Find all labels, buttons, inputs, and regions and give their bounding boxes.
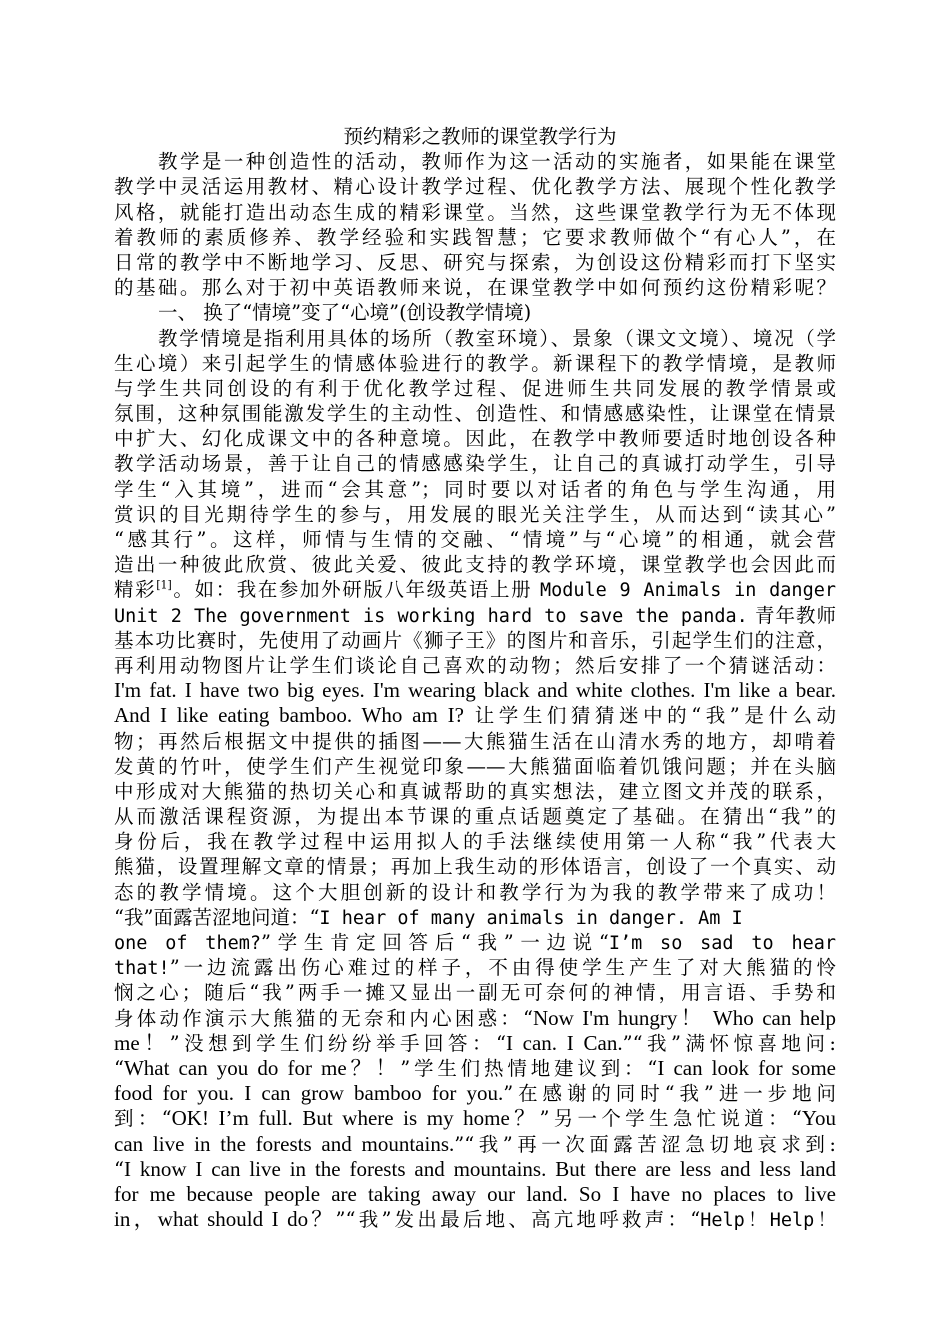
text-line — [114, 1106, 836, 1131]
text-line: 着教师的素质修养、教学经验和实践智慧；它要求教师做个“有心人”，在 — [114, 225, 836, 249]
text-line: 中形成对大熊猫的热切关心和真诚帮助的真实想法，建立图文并茂的联系， — [114, 779, 836, 803]
text-run: food for you. I can grow bamboo for you. — [114, 1081, 504, 1106]
text-line: 身份后，我在教学过程中运用拟人的手法继续使用第一人称“我”代表大 — [114, 830, 836, 854]
text-line — [114, 1006, 836, 1031]
text-run: I hear of many animals in danger. Am I — [319, 907, 743, 929]
text-line — [114, 955, 836, 980]
text-run: ”另一个学生急忙说道：“ — [539, 1107, 802, 1131]
text-line: 日常的教学中不断地学习、反思、研究与探索，为创设这份精彩而打下坚实 — [114, 250, 836, 274]
text-run: 身体动作演示大熊猫的无奈和内心困惑：“ — [114, 1006, 533, 1030]
text-line: 中扩大、幻化成课文中的各种意境。因此，在教学中教师要适时地创设各种 — [114, 427, 836, 451]
text-line: 悯之心；随后“我”两手一摊又显出一副无可奈何的神情，用言语、手势和 — [114, 981, 836, 1005]
text-line: 的基础。那么对于初中英语教师来说，在课堂教学中如何预约这份精彩呢？ — [114, 276, 836, 300]
text-run: ”学生肯定回答后“我”一边说“ — [261, 931, 609, 954]
text-run: that! — [114, 958, 170, 980]
text-line — [114, 905, 836, 930]
text-line: 学生“入其境”，进而“会其意”；同时要以对话者的角色与学生沟通，用 — [114, 477, 836, 501]
text-run: 青年教师 — [754, 603, 836, 627]
text-line: 生心境）来引起学生的情感体验进行的教学。新课程下的教学情境，是教师 — [114, 351, 836, 375]
text-line: 态的教学情境。这个大胆创新的设计和教学行为为我的教学带来了成功！ — [114, 880, 836, 904]
text-line: 教学中灵活运用教材、精心设计教学过程、优化教学方法、展现个性化教学 — [114, 175, 836, 199]
text-run: can live in the forests and mountains. — [114, 1131, 455, 1156]
text-line — [114, 1207, 836, 1232]
text-run: What can you do for me？！ — [123, 1055, 401, 1080]
document-title: 预约精彩之教师的课堂教学行为 — [343, 125, 617, 148]
text-line — [114, 1132, 836, 1157]
text-line: 熊猫，设置理解文章的情景；再加上我生动的形体语言，创设了一个真实、动 — [114, 855, 836, 879]
text-run: Now I'm hungry！ Who can help — [533, 1005, 836, 1030]
text-line: 发黄的竹叶，使学生们产生视觉印象——大熊猫面临着饥饿问题；并在头脑 — [114, 754, 836, 778]
text-line — [114, 703, 836, 728]
text-line — [114, 1056, 836, 1081]
text-run: 精彩 — [114, 578, 157, 602]
document-page — [114, 124, 836, 1232]
text-run: 。如：我在参加外研版八年级英语上册 — [171, 578, 533, 602]
text-line: 氛围，这种氛围能激发学生的主动性、创造性、和情感感染性，让课堂在情景 — [114, 402, 836, 426]
text-line — [114, 930, 836, 955]
text-line — [114, 1081, 836, 1106]
text-line — [114, 1157, 836, 1182]
text-line: 基本功比赛时，先使用了动画片《狮子王》的图片和音乐，引起学生们的注意， — [114, 628, 836, 652]
text-line: “感其行”。这样，师情与生情的交融、“情境”与“心境”的相通，就会营 — [114, 528, 836, 551]
text-run: I can. I Can. — [505, 1030, 623, 1055]
text-run: Help！Help！ — [700, 1210, 836, 1232]
text-run: ”“我”发出最后地、高亢地呼救声：“ — [335, 1208, 701, 1232]
text-run: me！ — [114, 1030, 170, 1055]
text-line: 赏识的目光期待学生的参与，用发展的眼光关注学生，从而达到“读其心” — [114, 502, 836, 526]
text-run: I know I can live in the forests and mountains. But there are less and less land — [123, 1156, 836, 1181]
text-run: “我”面露苦涩地问道：“ — [114, 905, 320, 929]
text-run: I’m so sad to hear — [608, 933, 837, 954]
text-run: And I like eating bamboo. Who am I? — [114, 703, 464, 728]
section-heading: 一、 换了“情境”变了“心境”(创设教学情境) — [158, 301, 532, 325]
text-line — [114, 1031, 836, 1056]
text-run: Module 9 Animals in danger — [539, 580, 836, 602]
text-run: ”没想到学生们纷纷举手回答：“ — [169, 1031, 506, 1055]
text-line: 再利用动物图片让学生们谈论自己喜欢的动物；然后安排了一个猜谜活动： — [114, 653, 836, 677]
text-line: 教学活动场景，善于让自己的情感感染学生，让自己的真诚打动学生，引导 — [114, 452, 836, 476]
text-run: “ — [114, 1056, 124, 1080]
text-run: Unit 2 The government is working hard to save the panda. — [114, 605, 748, 627]
text-line: 造出一种彼此欣赏、彼此关爱、彼此支持的教学环境，课堂教学也会因此而 — [114, 553, 836, 577]
text-run: 让学生们猜猜迷中的“我”是什么动 — [474, 704, 836, 728]
text-run: 到：“ — [114, 1107, 172, 1131]
text-run: ”“我”满怀惊喜地问: — [622, 1031, 837, 1055]
text-run: ”学生们热情地建议到：“ — [400, 1056, 658, 1080]
text-line: 与学生共同创设的有利于优化教学过程、促进师生共同发展的教学情景或 — [114, 376, 836, 400]
text-run: ”“我”再一次面露苦涩急切地哀求到: — [454, 1132, 836, 1156]
text-line: 教学是一种创造性的活动，教师作为这一活动的实施者，如果能在课堂 — [158, 150, 836, 174]
text-run: I can look for some — [657, 1055, 836, 1080]
text-line: 教学情境是指利用具体的场所（教室环境）、景象（课文文境）、境况（学 — [158, 326, 836, 350]
text-line: 物；再然后根据文中提供的插图——大熊猫生活在山清水秀的地方，却啃着 — [114, 729, 836, 753]
text-run: You — [801, 1106, 836, 1131]
text-line: I'm fat. I have two big eyes. I'm wearing black and white clothes. I'm like a bear. — [114, 678, 836, 703]
citation-ref: [1] — [156, 578, 172, 592]
text-line — [114, 603, 836, 628]
text-run: ”在感谢的同时“我”进一步地问 — [503, 1082, 836, 1106]
text-run: in，what should I do？ — [114, 1207, 336, 1232]
text-run: ”一边流露出伤心难过的样子，不由得使学生产生了对大熊猫的怜 — [169, 956, 836, 980]
text-run: OK! I’m full. But where is my home？ — [171, 1106, 540, 1131]
text-line — [114, 577, 836, 602]
text-line: 风格，就能打造出动态生成的精彩课堂。当然，这些课堂教学行为无不体现 — [114, 200, 836, 224]
text-line: for me because people are taking away our land. So I have no places to live — [114, 1181, 836, 1206]
text-run: one of them? — [114, 933, 262, 954]
text-run: “ — [114, 1157, 124, 1181]
text-line: 从而激活课程资源，为提出本节课的重点话题奠定了基础。在猜出“我”的 — [114, 805, 836, 829]
